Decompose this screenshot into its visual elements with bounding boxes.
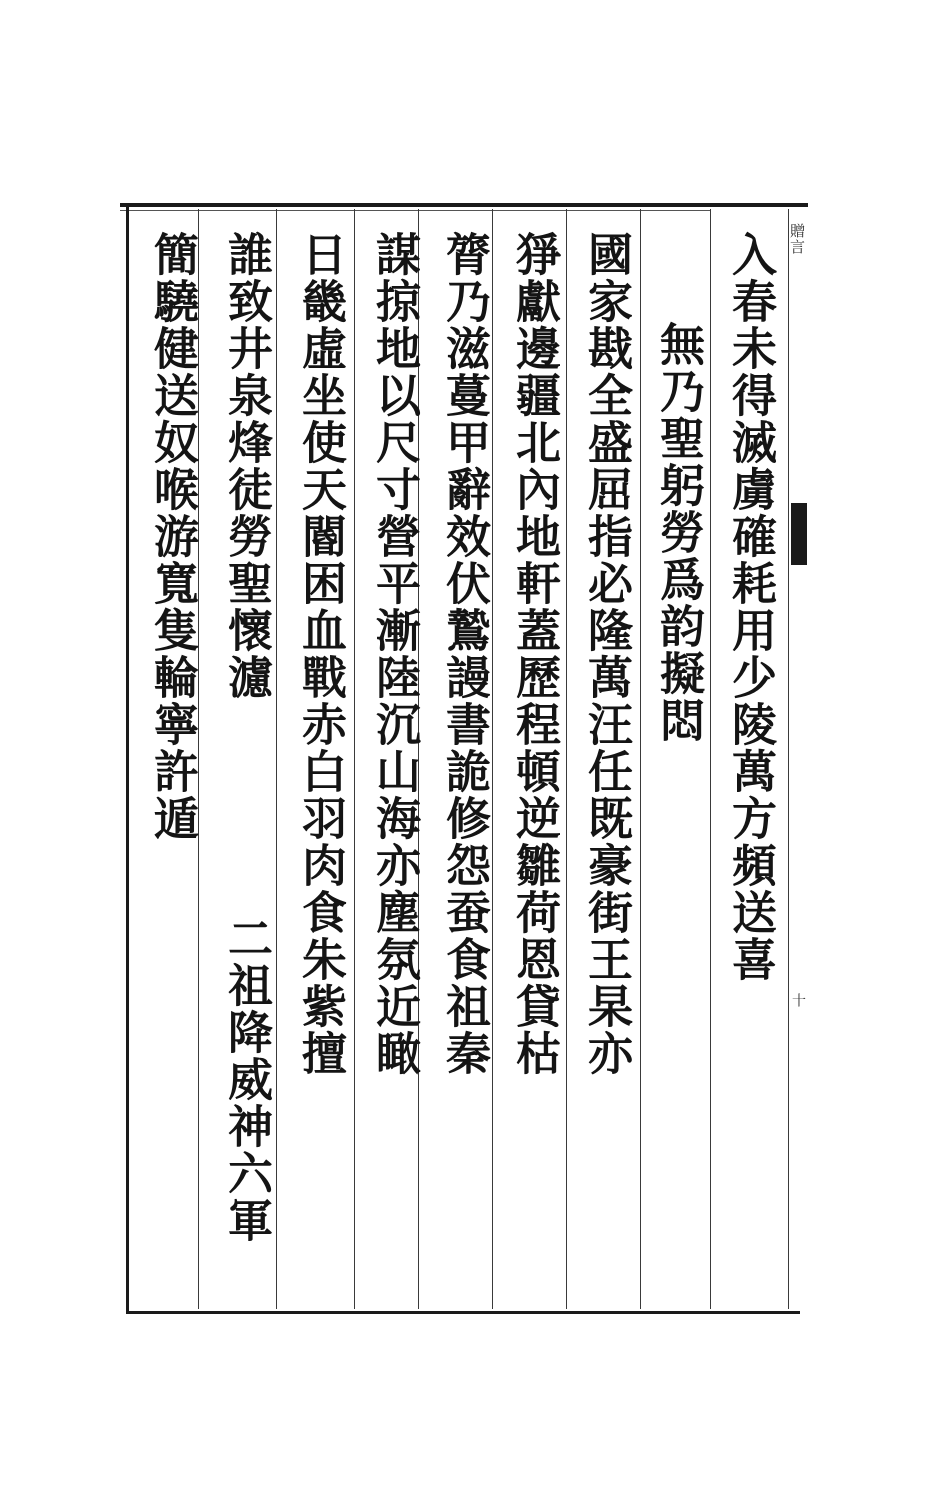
- column-rule: [788, 209, 789, 1309]
- column-rule: [276, 209, 277, 1309]
- frame-bottom-border: [128, 1311, 800, 1314]
- frame-top-border: [120, 203, 808, 207]
- fish-tail-mark: [791, 503, 807, 565]
- column-rule: [710, 209, 711, 1309]
- text-column-4: 國家戡全盛屈指必隆萬汪任既豪街王杲亦: [580, 231, 633, 1077]
- margin-page-number: 十: [790, 993, 806, 1007]
- page-margin-band: [790, 203, 808, 1313]
- text-column-5: 猙獻邊疆北內地軒蓋歷程頓逆雛荷恩貸枯: [508, 231, 561, 1077]
- column-rule: [566, 209, 567, 1309]
- text-column-8: 日畿虛坐使天閽困血戰赤白羽肉食朱紫擅: [294, 231, 347, 1077]
- book-page: [120, 203, 808, 1321]
- column-rule: [354, 209, 355, 1309]
- frame-left-border: [126, 207, 129, 1314]
- frame-top-inner-line: [120, 210, 710, 211]
- text-column-10: 簡驍健送奴喉游寬隻輪寧許遁: [146, 231, 199, 842]
- text-column-2: 無乃聖躬勞爲韵擬悶: [652, 321, 705, 744]
- text-column-6: 膂乃滋蔓甲辭效伏鷙謾書詭修怨蚕食祖秦: [438, 231, 491, 1077]
- column-rule: [640, 209, 641, 1309]
- text-column-1: 入春未得滅虜確耗用少陵萬方頻送喜: [724, 231, 777, 983]
- text-column-9a: 誰致井泉烽徒勞聖懷濾: [220, 231, 273, 701]
- margin-title: 贈言: [788, 223, 806, 255]
- text-column-9b: 二祖降威神六軍: [220, 915, 273, 1244]
- text-column-7: 謀掠地以尺寸營平漸陸沉山海亦塵氛近瞰: [368, 231, 421, 1077]
